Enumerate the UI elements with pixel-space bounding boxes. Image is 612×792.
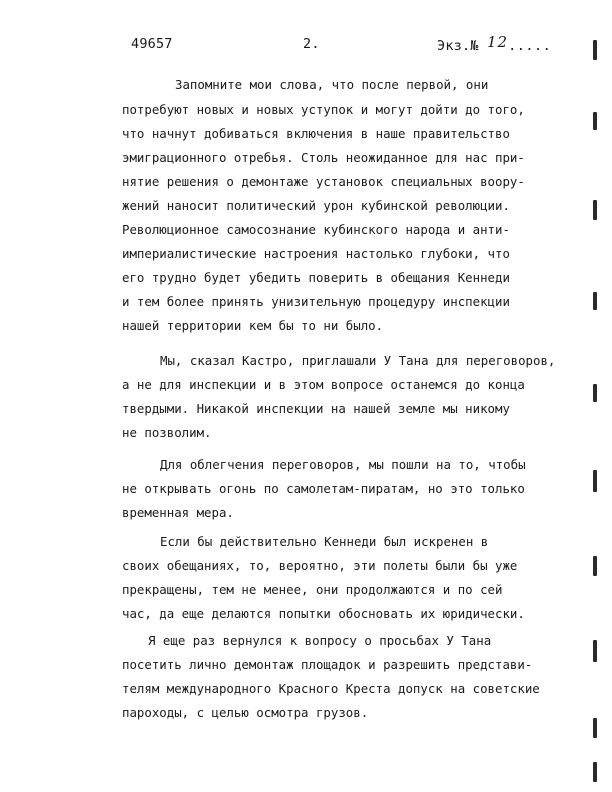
text-line: нашей территории кем бы то ни было. (122, 318, 384, 333)
text-line: и тем более принять унизительную процедуру инспекции (122, 294, 510, 309)
scan-edge-mark (593, 762, 597, 782)
text-line: не позволим. (122, 425, 212, 440)
copy-dots: ..... (508, 38, 552, 54)
scan-edge-mark (593, 556, 597, 576)
text-line: Мы, сказал Кастро, приглашали У Тана для переговоров, (160, 353, 556, 368)
scan-edge-mark (593, 718, 597, 738)
scan-edge-mark (593, 40, 597, 60)
copy-handwritten-number: 12 (486, 33, 509, 51)
text-line: эмиграционного отребья. Столь неожиданное для нас при- (122, 150, 525, 165)
text-line: Я еще раз вернулся к вопросу о просьбах У Тана (148, 633, 492, 648)
text-line: телям международного Красного Креста допуск на советские (122, 681, 540, 696)
text-line: временная мера. (122, 505, 234, 520)
text-line: его трудно будет убедить поверить в обещания Кеннеди (122, 270, 510, 285)
scan-edge-mark (593, 384, 597, 402)
text-line: потребуют новых и новых уступок и могут дойти до того, (122, 102, 525, 117)
text-line: не открывать огонь по самолетам-пиратам, но это только (122, 481, 525, 496)
text-line: час, да еще делаются попытки обосновать их юридически. (122, 606, 525, 621)
text-line: посетить лично демонтаж площадок и разрешить представи- (122, 657, 533, 672)
text-line: нятие решения о демонтаже установок специальных воору- (122, 174, 525, 189)
text-line: империалистические настроения настолько глубоки, что (122, 246, 510, 261)
scan-edge-mark (593, 640, 597, 662)
scan-edge-mark (593, 292, 597, 310)
text-line: твердыми. Никакой инспекции на нашей земле мы никому (122, 401, 510, 416)
text-line: что начнут добиваться включения в наше правительство (122, 126, 510, 141)
text-line: а не для инспекции и в этом вопросе останемся до конца (122, 377, 525, 392)
copy-label: Экз.№ (437, 38, 479, 54)
scan-edge-mark (593, 470, 597, 492)
text-line: своих обещаниях, то, вероятно, эти полеты были бы уже (122, 558, 518, 573)
scan-edge-mark (593, 112, 597, 130)
text-line: Если бы действительно Кеннеди был искренен в (160, 534, 489, 549)
scan-edge-mark (593, 200, 597, 220)
page-number: 2. (303, 36, 320, 52)
text-line: жений наносит политический урон кубинской революции. (122, 198, 510, 213)
text-line: Запомните мои слова, что после первой, они (175, 77, 489, 92)
text-line: Революционное самосознание кубинского народа и анти- (122, 222, 510, 237)
text-line: Для облегчения переговоров, мы пошли на то, чтобы (160, 457, 526, 472)
text-line: пароходы, с целью осмотра грузов. (122, 705, 369, 720)
text-line: прекращены, тем не менее, они продолжаются и по сей (122, 582, 503, 597)
document-number: 49657 (131, 36, 173, 52)
